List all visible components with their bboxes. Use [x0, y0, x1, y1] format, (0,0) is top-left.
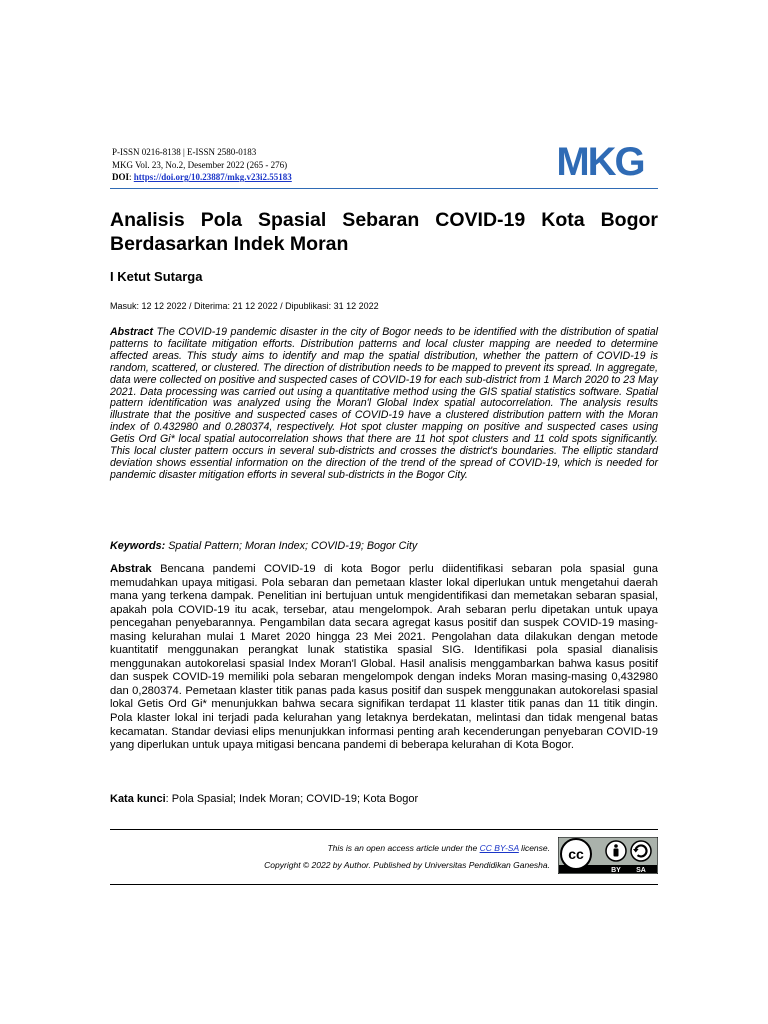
mkg-logo: [544, 142, 656, 178]
doi-link[interactable]: https://doi.org/10.23887/mkg.v23i2.55183: [133, 172, 292, 183]
abstract-id-text: Bencana pandemi COVID-19 di kota Bogor perlu diidentifikasi sebaran pola spasial guna memudahkan upaya mitigasi. Pola sebaran dan pemetaan klaster lokal diperlukan untuk mengetahui daerah mana yang terkena dampak. Penelitian ini bertujuan untuk mengidentifikasi dan memetakan sebaran spasial, apakah pola COVID-19 itu acak, tersebar, atau mengelompok. Arah sebaran perlu dipetakan untuk upaya pencegahan penyebarannya. Pengambilan data secara agregat kasus positif dan suspek COVID-19 masing-masing kelurahan mulai 1 Maret 2020 hingga 23 Mei 2021. Pengolahan data dilakukan dengan metode kuantitatif menggunakan perangkat lunak statistika spasial SIG. Identifikasi pola spasial dianalisis menggunakan autokorelasi spasial Index Moran'l Global. Hasil analisis menggambarkan bahwa kasus positif dan suspek COVID-19 memiliki pola sebaran mengelompok dengan indeks Moran masing-masing 0,432980 dan 0,280374. Pemetaan klaster titik panas pada kasus positif dan suspek menggunakan autokorelasi spasial lokal Getis Ord Gi* menunjukkan bahwa secara signifikan terdapat 11 klaster titik panas dan 11 titik dingin. Pola klaster lokal ini terjadi pada kelurahan yang letaknya berdekatan, melintasi dan tidak mengenal batas kecamatan. Standar deviasi elips menunjukkan informasi penting arah kecenderungan penyebaran COVID-19 yang diperlukan untuk upaya mitigasi bencana pandemi di beberapa kelurahan di Kota Bogor.: [110, 563, 658, 752]
keywords-id-label: Kata kunci: [110, 793, 166, 805]
abstract-id-label: Abstrak: [110, 563, 152, 575]
keywords-en-label: Keywords:: [110, 540, 166, 552]
submission-dates: Masuk: 12 12 2022 / Diterima: 21 12 2022 / Dipublikasi: 31 12 2022: [110, 301, 379, 311]
cc-by-label: BY: [611, 867, 621, 874]
mkg-logo-text: MKG: [556, 142, 644, 178]
creative-commons-by-sa-icon[interactable]: [558, 837, 658, 874]
footer-bottom-rule: [110, 884, 658, 885]
doi-label: DOI: [112, 172, 130, 183]
keywords-english: [110, 540, 658, 553]
journal-header: [110, 142, 658, 190]
article-title: Analisis Pola Spasial Sebaran COVID-19 Kota Bogor Berdasarkan Indek Moran: [110, 209, 658, 255]
cc-sa-label: SA: [636, 867, 646, 874]
footer-top-rule: [110, 829, 658, 830]
cc-by-sa-link[interactable]: CC BY-SA: [479, 843, 519, 853]
volume-line: MKG Vol. 23, No.2, Desember 2022 (265 - 276): [112, 159, 288, 170]
doi-line: [112, 171, 292, 184]
abstract-english: [110, 327, 658, 482]
issn-line: P-ISSN 0216-8138 | E-ISSN 2580-0183: [112, 147, 257, 157]
copyright-line: Copyright © 2022 by Author. Published by Universitas Pendidikan Ganesha.: [264, 860, 550, 870]
journal-info: [112, 146, 292, 184]
keywords-en-text: Spatial Pattern; Moran Index; COVID-19; Bogor City: [165, 540, 418, 552]
header-divider: [110, 188, 658, 189]
abstract-en-text: The COVID-19 pandemic disaster in the city of Bogor needs to be identified with the distribution of spatial patterns to facilitate mitigation efforts. Distribution patterns and local cluster mapping are needed to determine affected areas. This study aims to identify and map the spatial distribution, whether the pattern of COVID-19 is random, scattered, or clustered. The direction of distribution needs to be mapped to prevent its spread. In aggregate, data were collected on positive and suspected cases of COVID-19 for each sub-district from 1 March 2020 to 23 May 2021. Data processing was carried out using a quantitative method using the GIS spatial statistics software. Spatial pattern identification was analyzed using the Moran'l Global Index spatial autocorrelation. The analysis results illustrate that the positive and suspected cases of COVID-19 have a clustered distribution pattern with the Moran index of 0.432980 and 0.280374, respectively. Hot spot cluster mapping on positive and suspected cases using Getis Ord Gi* local spatial autocorrelation shows that there are 11 hot spot clusters and 11 cold spots significantly. This local cluster pattern occurs in several sub-districts and crosses the district's boundaries. The elliptic standard deviation shows essential information on the direction of the trend of the spread of COVID-19, which is needed for pandemic disaster mitigation efforts in several sub-districts in the Bogor City.: [110, 326, 658, 481]
license-line: This is an open access article under the CC BY-SA license.: [327, 843, 550, 853]
abstract-en-label: Abstract: [110, 326, 153, 338]
author-name: I Ketut Sutarga: [110, 269, 203, 284]
svg-text:cc: cc: [568, 846, 584, 862]
doi-separator: :: [129, 172, 134, 183]
license-notice: [264, 840, 550, 874]
abstract-indonesian: [110, 563, 658, 753]
keywords-indonesian: [110, 793, 658, 806]
keywords-id-text: : Pola Spasial; Indek Moran; COVID-19; Kota Bogor: [165, 793, 419, 805]
